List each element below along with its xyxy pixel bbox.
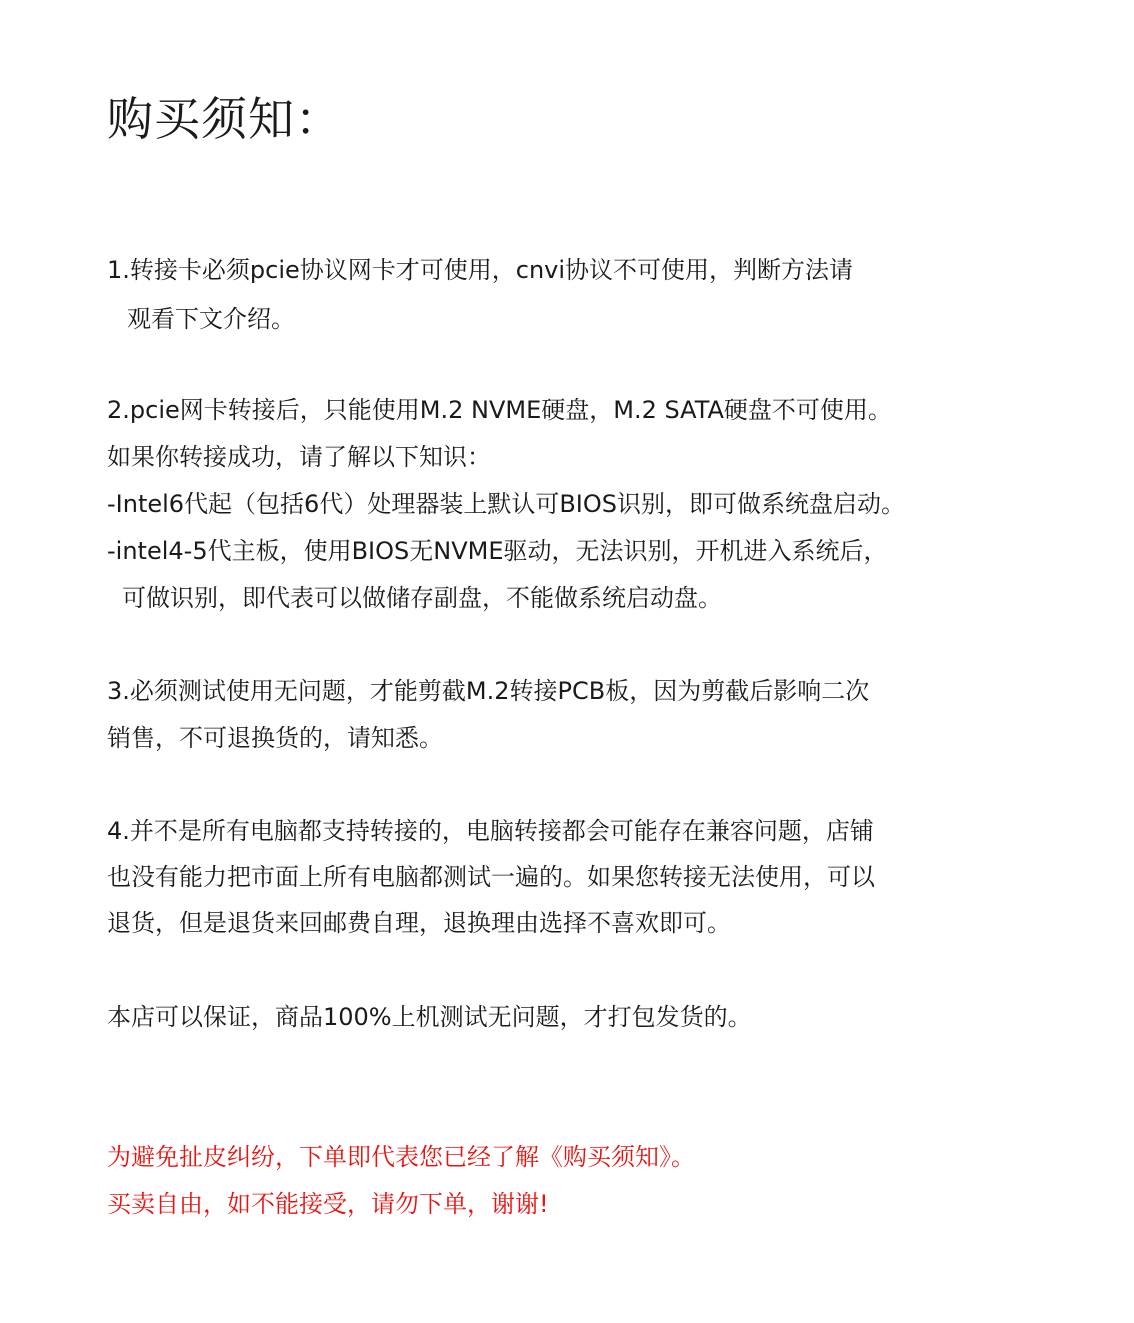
section-1-line-2: 观看下文介绍。 [127, 305, 295, 333]
page-title: 购买须知： [107, 92, 342, 146]
warning-line-1: 为避免扯皮纠纷，下单即代表您已经了解《购买须知》。 [107, 1143, 695, 1171]
section-2-line-2: 如果你转接成功，请了解以下知识： [107, 443, 491, 471]
section-3-line-1: 3.必须测试使用无问题，才能剪截M.2转接PCB板，因为剪截后影响二次 [107, 677, 870, 705]
section-4-line-2: 也没有能力把市面上所有电脑都测试一遍的。如果您转接无法使用，可以 [107, 863, 875, 891]
section-2-line-3: -Intel6代起（包括6代）处理器装上默认可BIOS识别，即可做系统盘启动。 [107, 490, 905, 518]
guarantee-text: 本店可以保证，商品100%上机测试无问题，才打包发货的。 [107, 1003, 752, 1031]
section-3-line-2: 销售，不可退换货的，请知悉。 [107, 724, 443, 752]
warning-line-2: 买卖自由，如不能接受，请勿下单，谢谢! [107, 1190, 549, 1218]
section-4-line-3: 退货，但是退货来回邮费自理，退换理由选择不喜欢即可。 [107, 909, 731, 937]
section-1-line-1: 1.转接卡必须pcie协议网卡才可使用，cnvi协议不可使用，判断方法请 [107, 256, 854, 284]
section-2-line-4: -intel4-5代主板，使用BIOS无NVME驱动，无法识别，开机进入系统后， [107, 537, 888, 565]
section-2-line-1: 2.pcie网卡转接后，只能使用M.2 NVME硬盘，M.2 SATA硬盘不可使用。 [107, 396, 892, 424]
section-4-line-1: 4.并不是所有电脑都支持转接的，电脑转接都会可能存在兼容问题，店铺 [107, 817, 874, 845]
section-2-line-5: 可做识别，即代表可以做储存副盘，不能做系统启动盘。 [122, 584, 722, 612]
